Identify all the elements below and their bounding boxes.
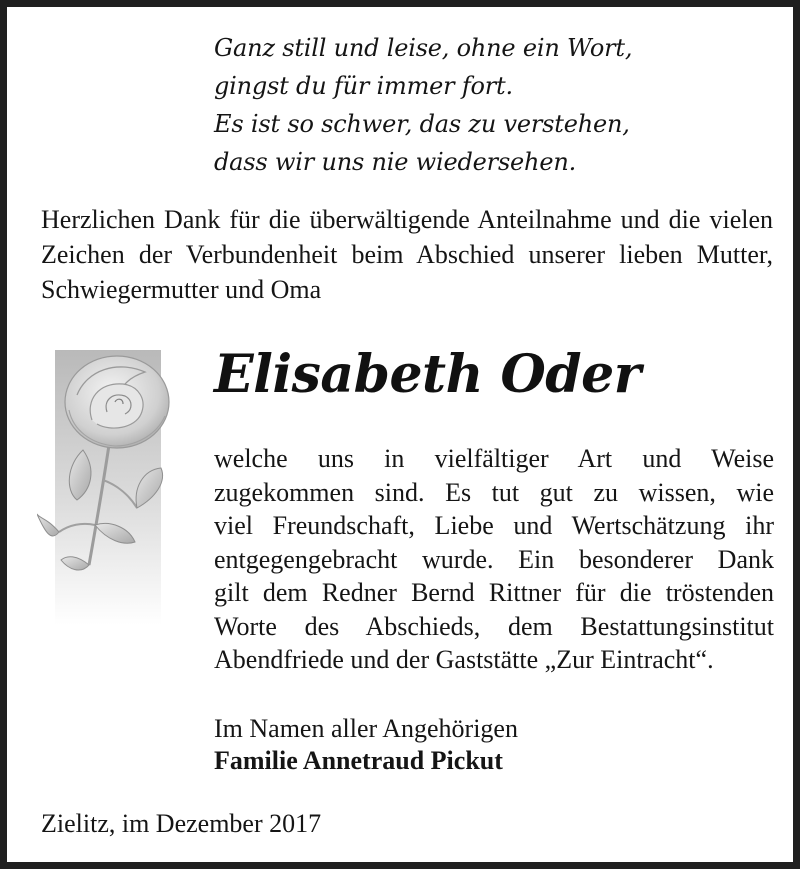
body-line: Abendfriede und der Gaststätte „Zur Eintracht“.: [214, 645, 714, 674]
body-line: welche uns in vielfältiger Art und Weise: [214, 444, 774, 473]
thank-you-intro: Herzlichen Dank für die überwältigende Anteilnahme und die vielen Zeichen der Verbundenheit beim Abschied unserer lieben Mutter, Schwiegermutter und Oma: [41, 205, 773, 304]
poem: [214, 29, 634, 181]
signature-family: Familie Annetraud Pickut: [214, 746, 503, 775]
deceased-name: Elisabeth Oder: [214, 344, 641, 405]
place-date: Zielitz, im Dezember 2017: [41, 809, 322, 838]
poem-line: dass wir uns nie wiedersehen.: [214, 148, 577, 176]
body-line: gilt dem Redner Bernd Rittner für die tröstenden: [214, 578, 774, 607]
rose-icon: [37, 350, 179, 625]
body-line: zugekommen sind. Es tut gut zu wissen, wie: [214, 477, 774, 507]
poem-line: gingst du für immer fort.: [214, 72, 513, 100]
thank-you-body: [214, 442, 774, 677]
body-line: Worte des Abschieds, dem Bestattungsinstitut: [214, 611, 774, 641]
body-line: entgegengebracht wurde. Ein besonderer Dank: [214, 544, 774, 574]
signature-intro: Im Namen aller Angehörigen: [214, 714, 518, 743]
poem-line: Ganz still und leise, ohne ein Wort,: [214, 34, 633, 62]
body-line: viel Freundschaft, Liebe und Wertschätzung ihr: [214, 511, 774, 540]
poem-line: Es ist so schwer, das zu verstehen,: [214, 110, 630, 138]
